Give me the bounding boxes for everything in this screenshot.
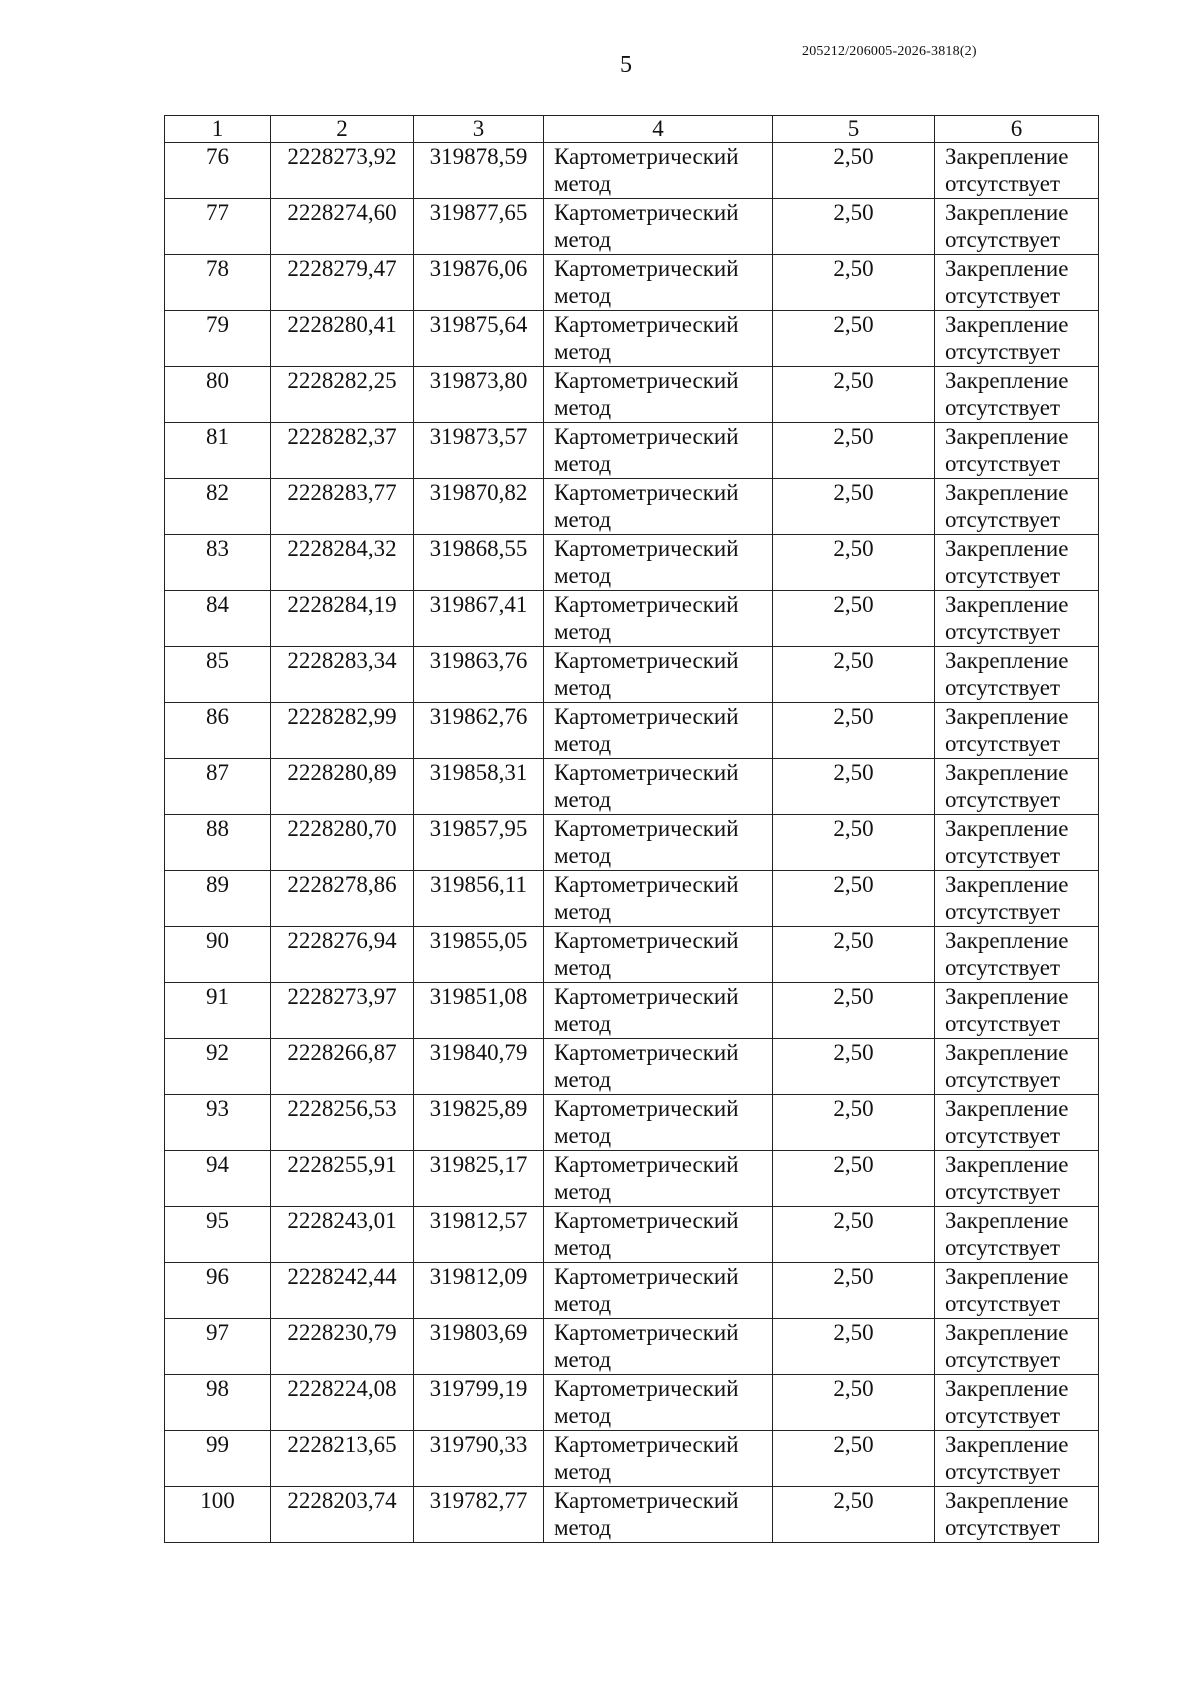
accuracy-cell: 2,50: [773, 1431, 935, 1487]
method-cell-line: метод: [554, 1011, 612, 1036]
accuracy-cell: 2,50: [773, 1207, 935, 1263]
table-row: [165, 1207, 1099, 1263]
y-coordinate-cell: 319858,31: [414, 759, 544, 815]
x-coordinate-cell: 2228274,60: [271, 199, 414, 255]
x-coordinate-cell: 2228282,99: [271, 703, 414, 759]
method-cell-line: Картометрический: [554, 536, 739, 561]
y-coordinate-cell: 319878,59: [414, 143, 544, 199]
fixing-cell-line: Закрепление: [945, 368, 1069, 393]
method-cell: [544, 647, 773, 703]
y-coordinate-cell: 319855,05: [414, 927, 544, 983]
fixing-cell-line: Закрепление: [945, 1040, 1069, 1065]
x-coordinate-cell: 2228224,08: [271, 1375, 414, 1431]
fixing-cell-line: Закрепление: [945, 816, 1069, 841]
method-cell-line: Картометрический: [554, 1208, 739, 1233]
x-coordinate-cell: 2228203,74: [271, 1487, 414, 1543]
x-coordinate-cell: 2228282,25: [271, 367, 414, 423]
accuracy-cell: 2,50: [773, 927, 935, 983]
fixing-cell-line: Закрепление: [945, 592, 1069, 617]
fixing-cell: [935, 255, 1099, 311]
method-cell: [544, 199, 773, 255]
fixing-cell-line: отсутствует: [945, 787, 1061, 812]
method-cell-line: метод: [554, 507, 612, 532]
x-coordinate-cell: 2228280,89: [271, 759, 414, 815]
fixing-cell-line: отсутствует: [945, 339, 1061, 364]
method-cell-line: Картометрический: [554, 480, 739, 505]
fixing-cell-line: Закрепление: [945, 1488, 1069, 1513]
method-cell-line: метод: [554, 843, 612, 868]
point-number-cell: 91: [165, 983, 271, 1039]
x-coordinate-cell: 2228273,92: [271, 143, 414, 199]
table-row: [165, 647, 1099, 703]
fixing-cell-line: отсутствует: [945, 1515, 1061, 1540]
method-cell: [544, 703, 773, 759]
method-cell-line: метод: [554, 1291, 612, 1316]
accuracy-cell: 2,50: [773, 983, 935, 1039]
method-cell: [544, 1431, 773, 1487]
accuracy-cell: 2,50: [773, 1263, 935, 1319]
y-coordinate-cell: 319867,41: [414, 591, 544, 647]
column-header: 4: [544, 116, 773, 143]
fixing-cell-line: отсутствует: [945, 955, 1061, 980]
method-cell: [544, 1487, 773, 1543]
method-cell: [544, 871, 773, 927]
x-coordinate-cell: 2228255,91: [271, 1151, 414, 1207]
fixing-cell-line: отсутствует: [945, 1067, 1061, 1092]
x-coordinate-cell: 2228242,44: [271, 1263, 414, 1319]
fixing-cell-line: отсутствует: [945, 843, 1061, 868]
point-number-cell: 78: [165, 255, 271, 311]
x-coordinate-cell: 2228256,53: [271, 1095, 414, 1151]
fixing-cell-line: отсутствует: [945, 563, 1061, 588]
method-cell-line: Картометрический: [554, 816, 739, 841]
method-cell: [544, 143, 773, 199]
x-coordinate-cell: 2228283,34: [271, 647, 414, 703]
fixing-cell: [935, 703, 1099, 759]
column-header: 1: [165, 116, 271, 143]
accuracy-cell: 2,50: [773, 367, 935, 423]
point-number-cell: 95: [165, 1207, 271, 1263]
fixing-cell-line: отсутствует: [945, 1123, 1061, 1148]
point-number-cell: 76: [165, 143, 271, 199]
fixing-cell: [935, 983, 1099, 1039]
table-row: [165, 535, 1099, 591]
method-cell: [544, 815, 773, 871]
x-coordinate-cell: 2228266,87: [271, 1039, 414, 1095]
fixing-cell-line: отсутствует: [945, 675, 1061, 700]
method-cell: [544, 311, 773, 367]
y-coordinate-cell: 319863,76: [414, 647, 544, 703]
table-row: [165, 199, 1099, 255]
point-number-cell: 83: [165, 535, 271, 591]
x-coordinate-cell: 2228278,86: [271, 871, 414, 927]
fixing-cell: [935, 1263, 1099, 1319]
point-number-cell: 93: [165, 1095, 271, 1151]
fixing-cell-line: Закрепление: [945, 872, 1069, 897]
method-cell: [544, 983, 773, 1039]
y-coordinate-cell: 319873,80: [414, 367, 544, 423]
fixing-cell: [935, 591, 1099, 647]
y-coordinate-cell: 319857,95: [414, 815, 544, 871]
fixing-cell-line: Закрепление: [945, 1320, 1069, 1345]
accuracy-cell: 2,50: [773, 1319, 935, 1375]
method-cell-line: метод: [554, 395, 612, 420]
fixing-cell-line: отсутствует: [945, 171, 1061, 196]
x-coordinate-cell: 2228276,94: [271, 927, 414, 983]
method-cell-line: Картометрический: [554, 928, 739, 953]
y-coordinate-cell: 319825,17: [414, 1151, 544, 1207]
method-cell-line: Картометрический: [554, 312, 739, 337]
fixing-cell: [935, 367, 1099, 423]
point-number-cell: 84: [165, 591, 271, 647]
point-number-cell: 82: [165, 479, 271, 535]
fixing-cell-line: отсутствует: [945, 1459, 1061, 1484]
point-number-cell: 87: [165, 759, 271, 815]
method-cell-line: метод: [554, 563, 612, 588]
accuracy-cell: 2,50: [773, 759, 935, 815]
fixing-cell: [935, 1375, 1099, 1431]
point-number-cell: 97: [165, 1319, 271, 1375]
method-cell: [544, 423, 773, 479]
method-cell-line: Картометрический: [554, 200, 739, 225]
method-cell-line: метод: [554, 899, 612, 924]
method-cell: [544, 1375, 773, 1431]
fixing-cell-line: Закрепление: [945, 1376, 1069, 1401]
method-cell-line: метод: [554, 1179, 612, 1204]
method-cell: [544, 479, 773, 535]
y-coordinate-cell: 319812,57: [414, 1207, 544, 1263]
accuracy-cell: 2,50: [773, 311, 935, 367]
table-row: [165, 815, 1099, 871]
fixing-cell-line: Закрепление: [945, 1208, 1069, 1233]
y-coordinate-cell: 319812,09: [414, 1263, 544, 1319]
point-number-cell: 96: [165, 1263, 271, 1319]
y-coordinate-cell: 319862,76: [414, 703, 544, 759]
column-header: 3: [414, 116, 544, 143]
y-coordinate-cell: 319840,79: [414, 1039, 544, 1095]
y-coordinate-cell: 319782,77: [414, 1487, 544, 1543]
point-number-cell: 88: [165, 815, 271, 871]
fixing-cell-line: Закрепление: [945, 312, 1069, 337]
method-cell-line: Картометрический: [554, 984, 739, 1009]
y-coordinate-cell: 319873,57: [414, 423, 544, 479]
method-cell: [544, 255, 773, 311]
accuracy-cell: 2,50: [773, 647, 935, 703]
fixing-cell-line: Закрепление: [945, 760, 1069, 785]
page-number: 5: [620, 52, 632, 78]
accuracy-cell: 2,50: [773, 479, 935, 535]
fixing-cell-line: отсутствует: [945, 731, 1061, 756]
method-cell-line: метод: [554, 787, 612, 812]
method-cell-line: метод: [554, 283, 612, 308]
accuracy-cell: 2,50: [773, 535, 935, 591]
table-row: [165, 983, 1099, 1039]
table-row: [165, 1095, 1099, 1151]
method-cell-line: метод: [554, 675, 612, 700]
x-coordinate-cell: 2228283,77: [271, 479, 414, 535]
table-row: [165, 591, 1099, 647]
accuracy-cell: 2,50: [773, 1151, 935, 1207]
method-cell-line: метод: [554, 1123, 612, 1148]
fixing-cell-line: отсутствует: [945, 395, 1061, 420]
y-coordinate-cell: 319799,19: [414, 1375, 544, 1431]
document-id: 205212/206005-2026-3818(2): [802, 44, 977, 59]
table-row: [165, 1151, 1099, 1207]
method-cell: [544, 759, 773, 815]
point-number-cell: 90: [165, 927, 271, 983]
method-cell-line: метод: [554, 171, 612, 196]
method-cell: [544, 1151, 773, 1207]
method-cell-line: метод: [554, 955, 612, 980]
table-row: [165, 703, 1099, 759]
fixing-cell: [935, 647, 1099, 703]
table-row: [165, 1319, 1099, 1375]
method-cell-line: метод: [554, 1067, 612, 1092]
y-coordinate-cell: 319877,65: [414, 199, 544, 255]
column-header: 2: [271, 116, 414, 143]
fixing-cell: [935, 199, 1099, 255]
fixing-cell: [935, 143, 1099, 199]
fixing-cell: [935, 815, 1099, 871]
method-cell-line: метод: [554, 731, 612, 756]
y-coordinate-cell: 319856,11: [414, 871, 544, 927]
fixing-cell-line: Закрепление: [945, 200, 1069, 225]
point-number-cell: 99: [165, 1431, 271, 1487]
fixing-cell: [935, 1151, 1099, 1207]
fixing-cell-line: Закрепление: [945, 1152, 1069, 1177]
method-cell-line: Картометрический: [554, 1488, 739, 1513]
table-row: [165, 255, 1099, 311]
method-cell-line: метод: [554, 1515, 612, 1540]
method-cell-line: метод: [554, 619, 612, 644]
method-cell: [544, 1263, 773, 1319]
table-row: [165, 1263, 1099, 1319]
method-cell-line: Картометрический: [554, 1040, 739, 1065]
point-number-cell: 80: [165, 367, 271, 423]
fixing-cell-line: Закрепление: [945, 256, 1069, 281]
accuracy-cell: 2,50: [773, 703, 935, 759]
fixing-cell-line: Закрепление: [945, 536, 1069, 561]
method-cell: [544, 1039, 773, 1095]
fixing-cell-line: Закрепление: [945, 1432, 1069, 1457]
method-cell-line: метод: [554, 451, 612, 476]
column-header: 6: [935, 116, 1099, 143]
x-coordinate-cell: 2228243,01: [271, 1207, 414, 1263]
method-cell-line: Картометрический: [554, 1376, 739, 1401]
accuracy-cell: 2,50: [773, 255, 935, 311]
fixing-cell-line: Закрепление: [945, 1264, 1069, 1289]
fixing-cell-line: отсутствует: [945, 451, 1061, 476]
fixing-cell: [935, 423, 1099, 479]
fixing-cell: [935, 871, 1099, 927]
method-cell-line: Картометрический: [554, 1320, 739, 1345]
method-cell: [544, 535, 773, 591]
method-cell-line: Картометрический: [554, 424, 739, 449]
method-cell: [544, 1319, 773, 1375]
coordinates-table: [164, 115, 1099, 1543]
point-number-cell: 81: [165, 423, 271, 479]
accuracy-cell: 2,50: [773, 1095, 935, 1151]
point-number-cell: 100: [165, 1487, 271, 1543]
point-number-cell: 98: [165, 1375, 271, 1431]
y-coordinate-cell: 319851,08: [414, 983, 544, 1039]
table-row: [165, 1487, 1099, 1543]
point-number-cell: 77: [165, 199, 271, 255]
method-cell-line: Картометрический: [554, 144, 739, 169]
point-number-cell: 85: [165, 647, 271, 703]
y-coordinate-cell: 319803,69: [414, 1319, 544, 1375]
method-cell: [544, 1207, 773, 1263]
point-number-cell: 79: [165, 311, 271, 367]
fixing-cell-line: отсутствует: [945, 1291, 1061, 1316]
column-header: 5: [773, 116, 935, 143]
fixing-cell-line: отсутствует: [945, 619, 1061, 644]
y-coordinate-cell: 319876,06: [414, 255, 544, 311]
fixing-cell-line: Закрепление: [945, 648, 1069, 673]
method-cell: [544, 367, 773, 423]
fixing-cell-line: Закрепление: [945, 144, 1069, 169]
y-coordinate-cell: 319825,89: [414, 1095, 544, 1151]
method-cell-line: Картометрический: [554, 1432, 739, 1457]
fixing-cell: [935, 1319, 1099, 1375]
method-cell-line: метод: [554, 1459, 612, 1484]
accuracy-cell: 2,50: [773, 1039, 935, 1095]
y-coordinate-cell: 319875,64: [414, 311, 544, 367]
table-body: [165, 143, 1099, 1543]
accuracy-cell: 2,50: [773, 591, 935, 647]
method-cell-line: Картометрический: [554, 760, 739, 785]
table-row: [165, 311, 1099, 367]
point-number-cell: 89: [165, 871, 271, 927]
accuracy-cell: 2,50: [773, 1487, 935, 1543]
fixing-cell-line: Закрепление: [945, 424, 1069, 449]
table-row: [165, 1039, 1099, 1095]
fixing-cell: [935, 311, 1099, 367]
accuracy-cell: 2,50: [773, 871, 935, 927]
method-cell: [544, 1095, 773, 1151]
method-cell-line: Картометрический: [554, 704, 739, 729]
method-cell-line: Картометрический: [554, 1264, 739, 1289]
method-cell-line: метод: [554, 1403, 612, 1428]
table-row: [165, 479, 1099, 535]
accuracy-cell: 2,50: [773, 815, 935, 871]
table-row: [165, 871, 1099, 927]
method-cell: [544, 927, 773, 983]
x-coordinate-cell: 2228273,97: [271, 983, 414, 1039]
table-row: [165, 927, 1099, 983]
fixing-cell: [935, 479, 1099, 535]
fixing-cell-line: отсутствует: [945, 1347, 1061, 1372]
point-number-cell: 94: [165, 1151, 271, 1207]
fixing-cell-line: отсутствует: [945, 1235, 1061, 1260]
x-coordinate-cell: 2228282,37: [271, 423, 414, 479]
fixing-cell: [935, 535, 1099, 591]
method-cell-line: Картометрический: [554, 1152, 739, 1177]
fixing-cell-line: Закрепление: [945, 1096, 1069, 1121]
method-cell-line: метод: [554, 1235, 612, 1260]
x-coordinate-cell: 2228284,19: [271, 591, 414, 647]
fixing-cell: [935, 1207, 1099, 1263]
point-number-cell: 86: [165, 703, 271, 759]
method-cell-line: метод: [554, 339, 612, 364]
fixing-cell: [935, 1487, 1099, 1543]
table-row: [165, 143, 1099, 199]
fixing-cell-line: отсутствует: [945, 507, 1061, 532]
method-cell: [544, 591, 773, 647]
method-cell-line: метод: [554, 1347, 612, 1372]
fixing-cell: [935, 1431, 1099, 1487]
fixing-cell: [935, 759, 1099, 815]
method-cell-line: Картометрический: [554, 592, 739, 617]
y-coordinate-cell: 319790,33: [414, 1431, 544, 1487]
table-row: [165, 1431, 1099, 1487]
fixing-cell-line: Закрепление: [945, 928, 1069, 953]
y-coordinate-cell: 319870,82: [414, 479, 544, 535]
x-coordinate-cell: 2228280,41: [271, 311, 414, 367]
fixing-cell-line: отсутствует: [945, 227, 1061, 252]
fixing-cell-line: отсутствует: [945, 899, 1061, 924]
x-coordinate-cell: 2228213,65: [271, 1431, 414, 1487]
table-row: [165, 759, 1099, 815]
table-row: [165, 367, 1099, 423]
method-cell-line: Картометрический: [554, 872, 739, 897]
y-coordinate-cell: 319868,55: [414, 535, 544, 591]
fixing-cell-line: Закрепление: [945, 984, 1069, 1009]
fixing-cell-line: отсутствует: [945, 1179, 1061, 1204]
x-coordinate-cell: 2228284,32: [271, 535, 414, 591]
fixing-cell-line: отсутствует: [945, 1011, 1061, 1036]
method-cell-line: метод: [554, 227, 612, 252]
x-coordinate-cell: 2228230,79: [271, 1319, 414, 1375]
table-header-row: [165, 116, 1099, 143]
fixing-cell: [935, 927, 1099, 983]
fixing-cell-line: Закрепление: [945, 480, 1069, 505]
method-cell-line: Картометрический: [554, 1096, 739, 1121]
accuracy-cell: 2,50: [773, 199, 935, 255]
accuracy-cell: 2,50: [773, 423, 935, 479]
accuracy-cell: 2,50: [773, 143, 935, 199]
method-cell-line: Картометрический: [554, 368, 739, 393]
fixing-cell: [935, 1039, 1099, 1095]
x-coordinate-cell: 2228279,47: [271, 255, 414, 311]
table-row: [165, 1375, 1099, 1431]
point-number-cell: 92: [165, 1039, 271, 1095]
accuracy-cell: 2,50: [773, 1375, 935, 1431]
fixing-cell: [935, 1095, 1099, 1151]
fixing-cell-line: отсутствует: [945, 1403, 1061, 1428]
x-coordinate-cell: 2228280,70: [271, 815, 414, 871]
table-row: [165, 423, 1099, 479]
method-cell-line: Картометрический: [554, 256, 739, 281]
fixing-cell-line: Закрепление: [945, 704, 1069, 729]
method-cell-line: Картометрический: [554, 648, 739, 673]
fixing-cell-line: отсутствует: [945, 283, 1061, 308]
